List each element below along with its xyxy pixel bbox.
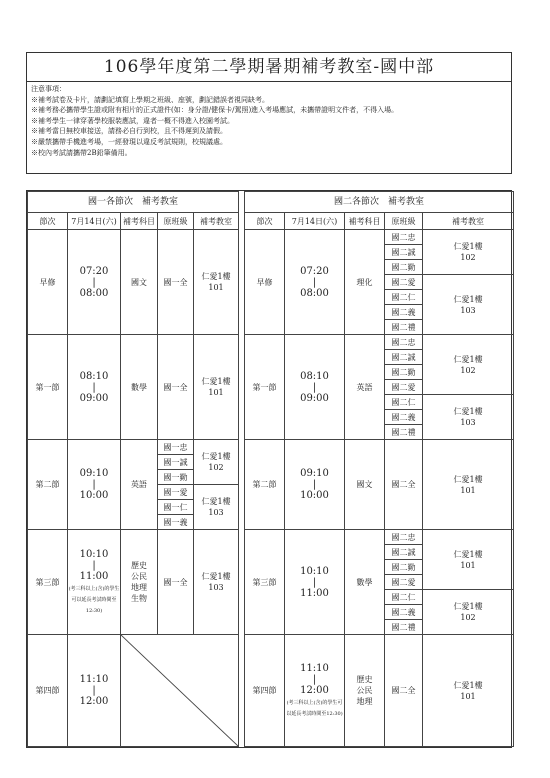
period-cell: 第四節 bbox=[245, 635, 285, 747]
room-cell: 仁愛1樓 102 bbox=[423, 590, 514, 635]
note-item: ※補考當日無校車接送，請務必自行到校，且不得遲到及請假。 bbox=[31, 127, 227, 136]
page-title: 106學年度第二學期暑期補考教室-國中部 bbox=[26, 52, 512, 82]
class-cell: 國一全 bbox=[158, 335, 194, 440]
time-cell: 09:10 | 10:00 bbox=[285, 440, 345, 530]
subject-cell: 國文 bbox=[345, 440, 385, 530]
time-cell: 07:20 | 08:00 bbox=[285, 230, 345, 335]
grade7-header: 國一各節次 補考教室 bbox=[28, 192, 239, 213]
class-cell: 國二禮 bbox=[385, 620, 423, 635]
class-cell: 國二全 bbox=[385, 635, 423, 747]
col-date: 7月14日(六) bbox=[285, 213, 345, 230]
class-cell: 國二忠 bbox=[385, 530, 423, 545]
col-room: 補考教室 bbox=[423, 213, 514, 230]
time-cell: 10:10 | 11:00 bbox=[285, 530, 345, 635]
class-cell: 國二義 bbox=[385, 410, 423, 425]
notes-heading: 注意事項： bbox=[31, 85, 66, 93]
class-cell: 國二仁 bbox=[385, 590, 423, 605]
room-cell: 仁愛1樓 102 bbox=[423, 335, 514, 395]
class-cell: 國二仁 bbox=[385, 395, 423, 410]
class-cell: 國二愛 bbox=[385, 380, 423, 395]
empty-diagonal-cell bbox=[121, 635, 239, 747]
time-cell: 08:10 | 09:00 bbox=[285, 335, 345, 440]
room-cell: 仁愛1樓 102 bbox=[194, 440, 239, 485]
class-cell: 國二勤 bbox=[385, 560, 423, 575]
period-cell: 第三節 bbox=[28, 530, 68, 635]
class-cell: 國二誠 bbox=[385, 245, 423, 260]
class-cell: 國一愛 bbox=[158, 485, 194, 500]
class-cell: 國二勤 bbox=[385, 365, 423, 380]
class-cell: 國二義 bbox=[385, 305, 423, 320]
col-period: 節次 bbox=[28, 213, 68, 230]
subject-cell: 歷史 公民 地理 生物 bbox=[121, 530, 158, 635]
period-cell: 早修 bbox=[28, 230, 68, 335]
class-cell: 國二禮 bbox=[385, 320, 423, 335]
grade8-header: 國二各節次 補考教室 bbox=[245, 192, 514, 213]
subject-cell: 英語 bbox=[345, 335, 385, 440]
room-cell: 仁愛1樓 103 bbox=[423, 275, 514, 335]
class-cell: 國二誠 bbox=[385, 350, 423, 365]
class-cell: 國二忠 bbox=[385, 230, 423, 245]
class-cell: 國二全 bbox=[385, 440, 423, 530]
col-class: 原班級 bbox=[385, 213, 423, 230]
time-cell: 09:10 | 10:00 bbox=[68, 440, 121, 530]
subject-cell: 數學 bbox=[121, 335, 158, 440]
class-cell: 國一義 bbox=[158, 515, 194, 530]
extension-note: (考三科以上(含)的學生可以延長考試時間至12:30) bbox=[286, 700, 343, 717]
col-date: 7月14日(六) bbox=[68, 213, 121, 230]
notes-box bbox=[26, 82, 512, 174]
room-cell: 仁愛1樓 101 bbox=[423, 635, 514, 747]
class-cell: 國二勤 bbox=[385, 260, 423, 275]
class-cell: 國一勤 bbox=[158, 470, 194, 485]
time-cell: 07:20 | 08:00 bbox=[68, 230, 121, 335]
period-cell: 第二節 bbox=[245, 440, 285, 530]
room-cell: 仁愛1樓 103 bbox=[423, 395, 514, 440]
time-cell: 11:10 | 12:00 bbox=[68, 635, 121, 747]
col-class: 原班級 bbox=[158, 213, 194, 230]
room-cell: 仁愛1樓 102 bbox=[423, 230, 514, 275]
period-cell: 第四節 bbox=[28, 635, 68, 747]
period-cell: 第一節 bbox=[245, 335, 285, 440]
exam-notice-page bbox=[26, 52, 512, 717]
room-cell: 仁愛1樓 103 bbox=[194, 485, 239, 530]
diagonal-line bbox=[121, 635, 238, 746]
class-cell: 國二愛 bbox=[385, 275, 423, 290]
time-cell: 10:10 | 11:00 (考三科以上(含)的學生可以延長考試時間至12:30) bbox=[68, 530, 121, 635]
class-cell: 國二忠 bbox=[385, 335, 423, 350]
time-cell: 08:10 | 09:00 bbox=[68, 335, 121, 440]
class-cell: 國二禮 bbox=[385, 425, 423, 440]
note-item: ※補考學生一律穿著學校服裝應試，違者一概不得進入校園考試。 bbox=[31, 116, 234, 125]
subject-cell: 國文 bbox=[121, 230, 158, 335]
subject-cell: 數學 bbox=[345, 530, 385, 635]
col-subject: 補考科目 bbox=[121, 213, 158, 230]
room-cell: 仁愛1樓 101 bbox=[194, 230, 239, 335]
period-cell: 第三節 bbox=[245, 530, 285, 635]
room-cell: 仁愛1樓 101 bbox=[423, 440, 514, 530]
class-cell: 國一忠 bbox=[158, 440, 194, 455]
note-item: ※嚴禁攜帶手機進考場，一經發現以違反考試規則，校規議處。 bbox=[31, 137, 227, 146]
extension-note: (考三科以上(含)的學生可以延長考試時間至12:30) bbox=[68, 586, 120, 614]
class-cell: 國一誠 bbox=[158, 455, 194, 470]
subject-cell: 英語 bbox=[121, 440, 158, 530]
subject-cell: 歷史 公民 地理 bbox=[345, 635, 385, 747]
note-item: ※補考試卷及卡片，請劃記填寫上學期之班級、座號，劃記錯誤者視同缺考。 bbox=[31, 95, 269, 104]
class-cell: 國一全 bbox=[158, 230, 194, 335]
period-cell: 第一節 bbox=[28, 335, 68, 440]
note-item: ※補考務必攜帶學生證或附有相片的正式證件(如：身分證/健保卡/駕照)進入考場應試，未攜帶證明文件者，不得入場。 bbox=[31, 106, 399, 115]
class-cell: 國二愛 bbox=[385, 575, 423, 590]
period-cell: 早修 bbox=[245, 230, 285, 335]
col-period: 節次 bbox=[245, 213, 285, 230]
schedule-table bbox=[26, 190, 512, 748]
room-cell: 仁愛1樓 103 bbox=[194, 530, 239, 635]
class-cell: 國一全 bbox=[158, 530, 194, 635]
class-cell: 國一仁 bbox=[158, 500, 194, 515]
subject-cell: 理化 bbox=[345, 230, 385, 335]
col-room: 補考教室 bbox=[194, 213, 239, 230]
room-cell: 仁愛1樓 101 bbox=[194, 335, 239, 440]
class-cell: 國二義 bbox=[385, 605, 423, 620]
note-item: ※校內考試請攜帶2B鉛筆備用。 bbox=[31, 148, 132, 157]
room-cell: 仁愛1樓 101 bbox=[423, 530, 514, 590]
time-cell: 11:10 | 12:00 (考三科以上(含)的學生可以延長考試時間至12:30) bbox=[285, 635, 345, 747]
class-cell: 國二仁 bbox=[385, 290, 423, 305]
col-subject: 補考科目 bbox=[345, 213, 385, 230]
period-cell: 第二節 bbox=[28, 440, 68, 530]
class-cell: 國二誠 bbox=[385, 545, 423, 560]
